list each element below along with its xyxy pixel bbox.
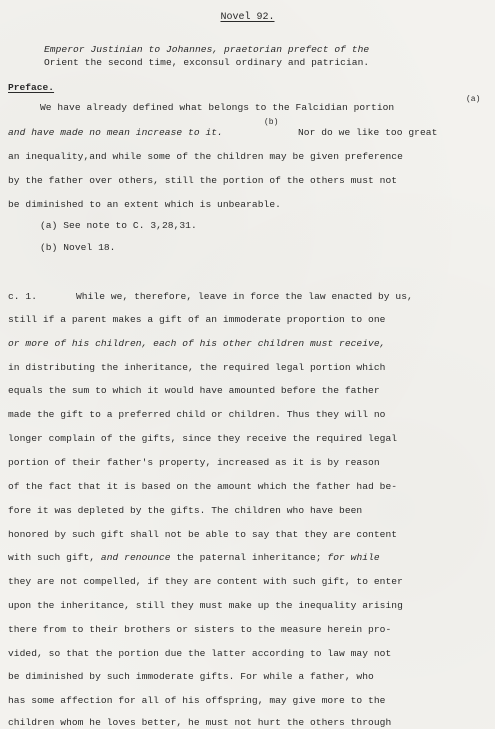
chapter-line: While we, therefore, leave in force the law enacted by us, — [76, 291, 413, 302]
mixed-segment: with such gift, — [8, 552, 96, 563]
chapter-line: be diminished by such immoderate gifts. For while a father, who — [8, 671, 374, 682]
mixed-segment-italic: and renounce — [100, 552, 171, 563]
preface-line: an inequality,and while some of the children may be given preference — [8, 151, 403, 162]
mixed-segment-italic: for while — [327, 552, 380, 563]
chapter-line: of the fact that it is based on the amount which the father had be- — [8, 481, 398, 492]
chapter-marker: c. 1. — [8, 291, 38, 302]
mixed-segment: the paternal inheritance; — [176, 552, 322, 563]
footnote-mark-a: (a) — [466, 95, 481, 104]
address-line-2: Orient the second time, exconsul ordinary and patrician. — [44, 57, 370, 68]
chapter-line: fore it was depleted by the gifts. The children who have been — [8, 505, 363, 516]
preface-line: Nor do we like too great — [298, 127, 438, 138]
chapter-line: they are not compelled, if they are content with such gift, to enter — [8, 576, 403, 587]
chapter-line: vided, so that the portion due the latter according to law may not — [8, 648, 392, 659]
chapter-line-italic: or more of his children, each of his other children must receive, — [8, 338, 386, 349]
chapter-line: there from to their brothers or sisters to the measure herein pro- — [8, 624, 392, 635]
chapter-line: made the gift to a preferred child or children. Thus they will no — [8, 409, 386, 420]
document-title: Novel 92. — [220, 12, 275, 23]
chapter-line: honored by such gift shall not be able to say that they are content — [8, 529, 398, 540]
footnote: (b) Novel 18. — [40, 242, 116, 253]
address-line-1: Emperor Justinian to Johannes, praetorian prefect of the — [44, 44, 370, 55]
chapter-line-mixed — [8, 553, 380, 563]
footnote: (a) See note to C. 3,28,31. — [40, 220, 197, 231]
chapter-line: in distributing the inheritance, the required legal portion which — [8, 362, 386, 373]
chapter-line: upon the inheritance, still they must make up the inequality arising — [8, 600, 403, 611]
preface-line: be diminished to an extent which is unbearable. — [8, 199, 281, 210]
chapter-line: equals the sum to which it would have amounted before the father — [8, 385, 380, 396]
preface-line: and have made no mean increase to it. — [8, 127, 223, 138]
preface-heading: Preface. — [8, 82, 55, 93]
chapter-line: portion of their father's property, increased as it is by reason — [8, 457, 380, 468]
chapter-line: still if a parent makes a gift of an immoderate proportion to one — [8, 314, 386, 325]
preface-line: by the father over others, still the portion of the others must not — [8, 175, 398, 186]
chapter-line: longer complain of the gifts, since they receive the required legal — [8, 433, 398, 444]
chapter-line: children whom he loves better, he must not hurt the others through — [8, 717, 392, 728]
chapter-line: has some affection for all of his offspring, may give more to the — [8, 695, 386, 706]
footnote-mark-b: (b) — [264, 118, 279, 127]
preface-line: We have already defined what belongs to the Falcidian portion — [40, 102, 395, 113]
